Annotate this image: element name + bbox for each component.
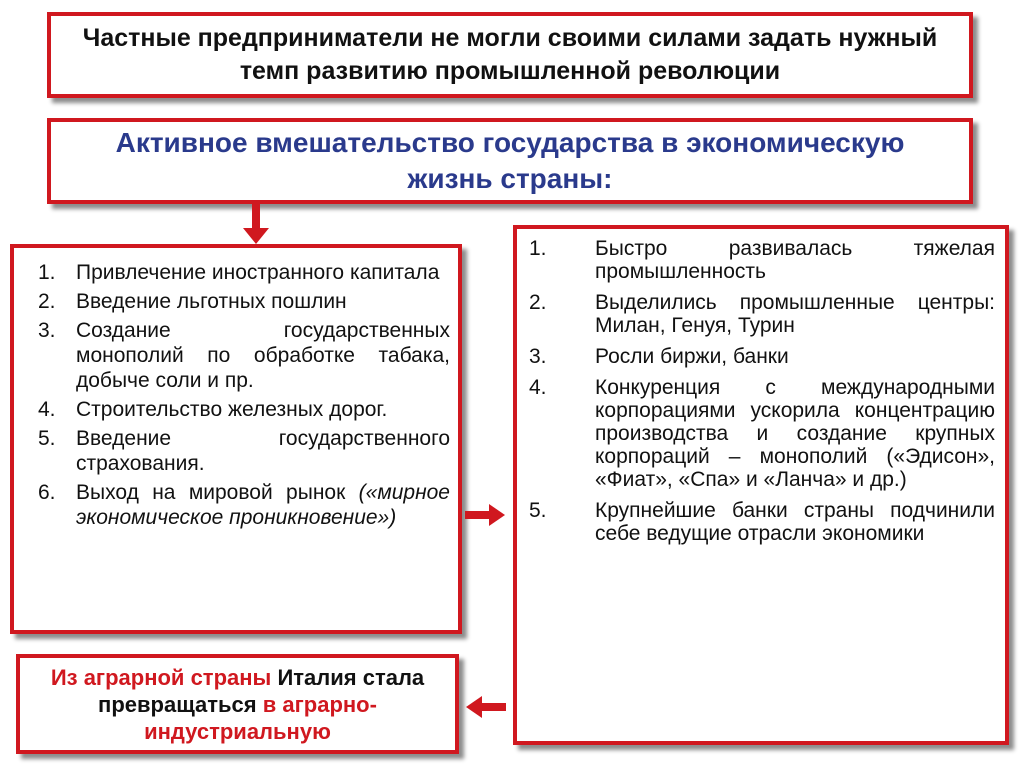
measures-list xyxy=(38,260,450,534)
list-item: 5. Крупнейшие банки страны подчинили себе ведущие отрасли экономики xyxy=(529,499,995,545)
arrow-left-icon xyxy=(466,696,508,718)
arrow-right-icon xyxy=(465,504,507,526)
list-item: 2. Введение льготных пошлин xyxy=(38,290,347,313)
conclusion-box xyxy=(16,654,459,754)
results-box xyxy=(513,225,1009,745)
results-list xyxy=(529,237,995,553)
conclusion-text: Из аграрной страны Италия стала превращаться в аграрно-индустриальную xyxy=(50,664,425,744)
list-item: 4. Строительство железных дорог. xyxy=(38,398,388,421)
list-item: 6. Выход на мировой рынок («мирное экономическое проникновение») xyxy=(38,481,450,529)
list-item: 1. Привлечение иностранного капитала xyxy=(38,261,440,284)
premise-box xyxy=(47,12,973,98)
list-item: 5. Введение государственного страхования. xyxy=(38,427,450,475)
state-intervention-box xyxy=(47,118,973,204)
measures-box xyxy=(10,244,462,634)
list-item: 3. Создание государственных монополий по обработке табака, добыче соли и пр. xyxy=(38,319,450,392)
premise-text: Частные предприниматели не могли своими силами задать нужный темп развитию промышленной революции xyxy=(82,24,938,85)
arrow-down-icon xyxy=(243,204,269,246)
list-item: 3. Росли биржи, банки xyxy=(529,345,789,368)
state-intervention-title: Активное вмешательство государства в экономическую жизнь страны: xyxy=(115,127,905,194)
list-item: 4. Конкуренция с международными корпорациями ускорила концентрацию производства и создание крупных корпораций – монополий («Эдисон», «Фиат», «Спа» и «Ланча» и др.) xyxy=(529,376,995,491)
list-item: 1. Быстро развивалась тяжелая промышленность xyxy=(529,237,995,283)
list-item: 2. Выделились промышленные центры: Милан, Генуя, Турин xyxy=(529,291,995,337)
